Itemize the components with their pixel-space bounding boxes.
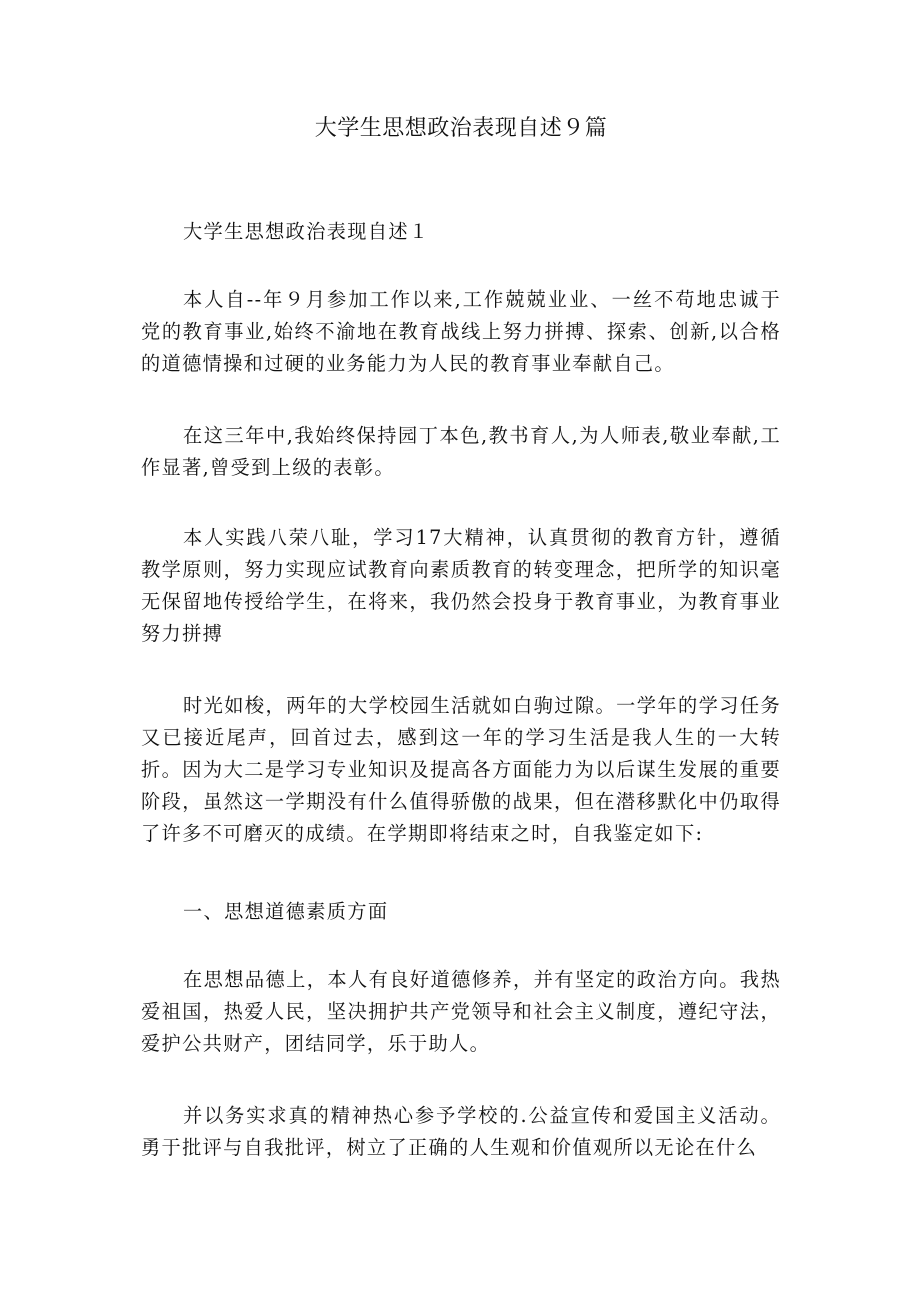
paragraph-2: 在这三年中,我始终保持园丁本色,教书育人,为人师表,敬业奉献,工作显著,曾受到上级的表彰。 (141, 424, 781, 479)
paragraph-1: 本人自--年９月参加工作以来,工作兢兢业业、一丝不苟地忠诚于党的教育事业,始终不渝地在教育战线上努力拼搏、探索、创新,以合格的道德情操和过硬的业务能力为人民的教育事业奉献自己。 (141, 288, 781, 375)
document-title: 大学生思想政治表现自述９篇 (314, 116, 608, 141)
paragraph-6: 并以务实求真的精神热心参予学校的.公益宣传和爱国主义活动。勇于批评与自我批评，树立了正确的人生观和价值观所以无论在什么 (141, 1104, 781, 1159)
paragraph-5: 在思想品德上，本人有良好道德修养，并有坚定的政治方向。我热爱祖国，热爱人民，坚决拥护共产党领导和社会主义制度，遵纪守法，爱护公共财产，团结同学，乐于助人。 (141, 968, 781, 1055)
section-heading-1: 大学生思想政治表现自述１ (183, 220, 430, 243)
section-heading-2: 一、思想道德素质方面 (183, 900, 389, 923)
paragraph-3: 本人实践八荣八耻，学习17大精神，认真贯彻的教育方针，遵循教学原则，努力实现应试教育向素质教育的转变理念，把所学的知识毫无保留地传授给学生，在将来，我仍然会投身于教育事业，为教育事业努力拼搏 (141, 526, 781, 645)
paragraph-4: 时光如梭，两年的大学校园生活就如白驹过隙。一学年的学习任务又已接近尾声，回首过去，感到这一年的学习生活是我人生的一大转折。因为大二是学习专业知识及提高各方面能力为以后谋生发展的重要阶段，虽然这一学期没有什么值得骄傲的战果，但在潜移默化中仍取得了许多不可磨灭的成绩。在学期即将结束之时，自我鉴定如下: (141, 694, 781, 845)
